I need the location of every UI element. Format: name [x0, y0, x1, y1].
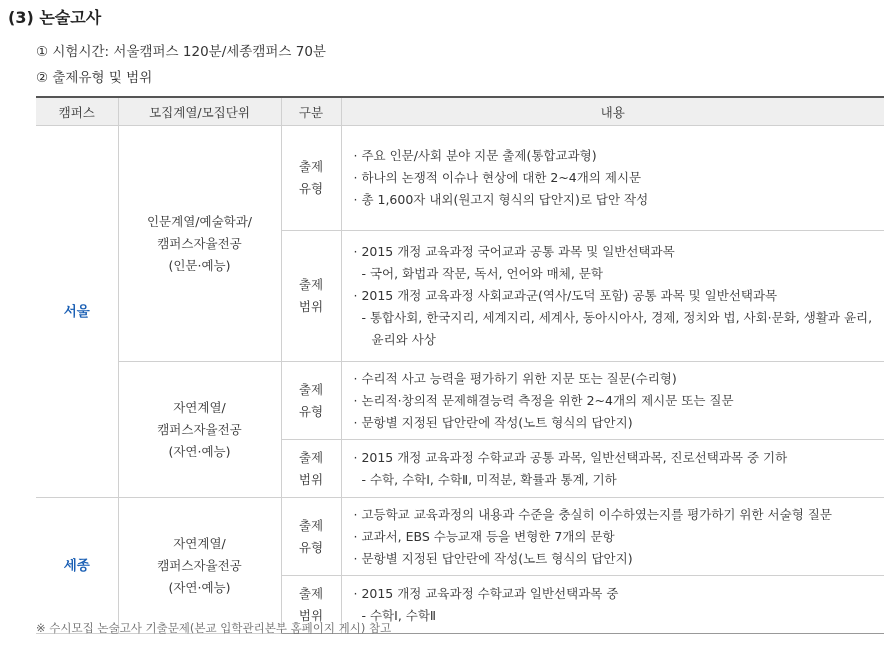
list-subitem-continuation: 윤리와 사상 — [371, 332, 436, 347]
list-item: · 교과서, EBS 수능교재 등을 변형한 7개의 문항 — [353, 528, 615, 544]
content-cell — [341, 576, 884, 634]
unit-line: 캠퍼스자율전공 — [157, 421, 242, 437]
content-cell — [341, 231, 884, 362]
type-range-heading: ② 출제유형 및 범위 — [36, 70, 153, 86]
unit-line: 자연계열/ — [173, 535, 226, 551]
header-content: 내용 — [341, 97, 884, 126]
unit-line: (자연·예능) — [168, 443, 231, 459]
list-item: · 2015 개정 교육과정 사회교과군(역사/도덕 포함) 공통 과목 및 일반선택과목 — [353, 288, 778, 303]
unit-line: (인문·예능) — [168, 257, 231, 273]
gubun-line: 범위 — [298, 471, 324, 487]
gubun-line: 범위 — [298, 299, 324, 314]
unit-line: 자연계열/ — [173, 399, 226, 415]
header-campus: 캠퍼스 — [36, 97, 118, 126]
header-gubun: 구분 — [281, 97, 341, 126]
unit-sejong-natural — [118, 498, 281, 634]
gubun-range — [281, 440, 341, 498]
unit-line: 캠퍼스자율전공 — [157, 557, 242, 573]
list-item: · 문항별 지정된 답안란에 작성(노트 형식의 답안지) — [353, 550, 633, 566]
list-subitem: - 수학, 수학Ⅰ, 수학Ⅱ, 미적분, 확률과 통계, 기하 — [361, 471, 617, 487]
gubun-type — [281, 126, 341, 231]
list-item: · 총 1,600자 내외(원고지 형식의 답안지)로 답안 작성 — [353, 192, 649, 207]
list-subitem: - 수학Ⅰ, 수학Ⅱ — [361, 607, 437, 623]
table-row — [36, 126, 884, 231]
list-item: · 고등학교 교육과정의 내용과 수준을 충실히 이수하였는지를 평가하기 위한 서술형 질문 — [353, 506, 832, 522]
essay-exam-table — [36, 96, 884, 634]
table-row — [36, 362, 884, 440]
gubun-line: 출제 — [298, 585, 324, 601]
gubun-line: 유형 — [298, 181, 324, 196]
gubun-type — [281, 498, 341, 576]
list-item: · 2015 개정 교육과정 수학교과 일반선택과목 중 — [353, 585, 619, 601]
footnote: ※ 수시모집 논술고사 기출문제(본교 입학관리본부 홈페이지 게시) 참고 — [36, 621, 392, 635]
unit-line: 인문계열/예술학과/ — [146, 213, 253, 229]
section-title: (3) 논술고사 — [8, 8, 102, 27]
gubun-line: 출제 — [298, 517, 324, 533]
list-item: · 주요 인문/사회 분야 지문 출제(통합교과형) — [353, 148, 597, 163]
campus-sejong: 세종 — [36, 498, 118, 634]
list-subitem: - 통합사회, 한국지리, 세계지리, 세계사, 동아시아사, 경제, 정치와 법, 사회·문화, 생활과 윤리, — [361, 310, 873, 325]
gubun-line: 출제 — [298, 381, 324, 397]
list-item: · 논리적·창의적 문제해결능력 측정을 위한 2~4개의 제시문 또는 질문 — [353, 392, 734, 408]
content-cell — [341, 362, 884, 440]
campus-seoul: 서울 — [36, 126, 118, 498]
list-item: · 하나의 논쟁적 이슈나 현상에 대한 2~4개의 제시문 — [353, 170, 642, 185]
unit-line: 캠퍼스자율전공 — [157, 235, 242, 251]
gubun-line: 범위 — [298, 607, 324, 623]
content-cell — [341, 126, 884, 231]
gubun-line: 출제 — [298, 449, 324, 465]
table-row — [36, 498, 884, 576]
list-item: · 2015 개정 교육과정 국어교과 공통 과목 및 일반선택과목 — [353, 244, 675, 259]
header-unit: 모집계열/모집단위 — [118, 97, 281, 126]
gubun-line: 출제 — [298, 277, 324, 292]
unit-seoul-natural — [118, 362, 281, 498]
exam-time-info: ① 시험시간: 서울캠퍼스 120분/세종캠퍼스 70분 — [36, 44, 326, 60]
gubun-line: 출제 — [298, 159, 324, 174]
list-subitem: - 국어, 화법과 작문, 독서, 언어와 매체, 문학 — [361, 266, 603, 281]
content-cell — [341, 440, 884, 498]
unit-seoul-humanities — [118, 126, 281, 362]
gubun-line: 유형 — [298, 539, 324, 555]
gubun-range — [281, 231, 341, 362]
unit-line: (자연·예능) — [168, 579, 231, 595]
list-item: · 수리적 사고 능력을 평가하기 위한 지문 또는 질문(수리형) — [353, 370, 677, 386]
content-cell — [341, 498, 884, 576]
gubun-line: 유형 — [298, 403, 324, 419]
gubun-type — [281, 362, 341, 440]
list-item: · 2015 개정 교육과정 수학교과 공통 과목, 일반선택과목, 진로선택과목 중 기하 — [353, 449, 788, 465]
table-header-row — [36, 97, 884, 126]
list-item: · 문항별 지정된 답안란에 작성(노트 형식의 답안지) — [353, 414, 633, 430]
